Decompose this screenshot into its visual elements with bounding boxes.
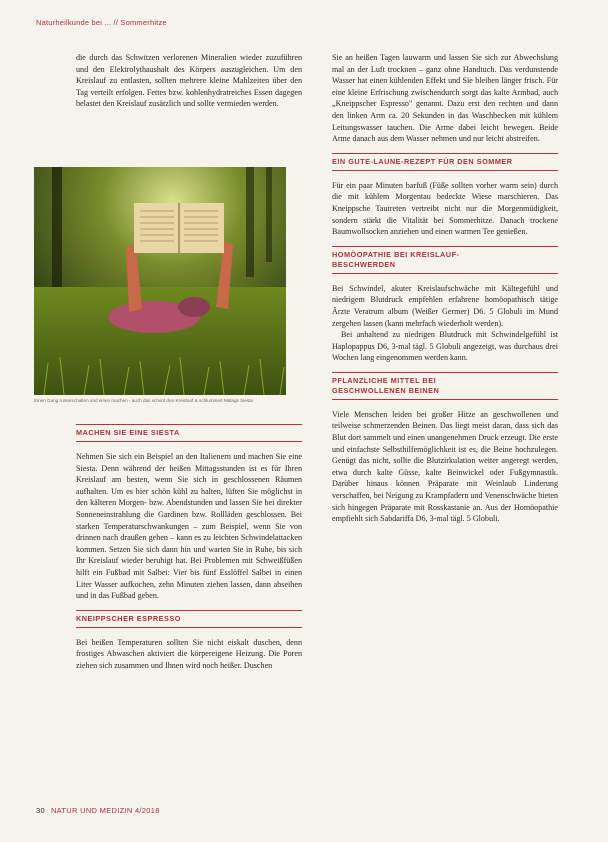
pflanzlich-heading-line1: PFLANZLICHE MITTEL BEI	[332, 375, 437, 385]
section-heading-pflanzlich	[332, 372, 558, 400]
page-number: 30	[36, 806, 45, 815]
right-column	[332, 52, 558, 525]
photo-woman-reading-in-grass	[34, 167, 286, 395]
kneipp-paragraph: Bei heißen Temperaturen sollten Sie nicht eiskalt duschen, denn frostiges Abwaschen aktiviert die körpereigene Heizung. Die Poren ziehen sich zusammen und Ihnen wird noch heißer. Duschen	[76, 637, 302, 670]
siesta-paragraph: Nehmen Sie sich ein Beispiel an den Italienern und machen Sie eine Siesta. Denn während der heißen Mittagsstunden ist es für Ihren Kreislauf am besten, wenn Sie sich in geschlossenen Räumen aufhalten. Um es hier schön kühl zu halten, lüften Sie möglichst in den kälteren Morgen- bzw. Abendstunden und lassen Sie bei direkter Sonneneinstrahlung die Gardinen bzw. Rollläden geschlossen. Bei starken Temperaturschwankungen – zum Beispiel, wenn Sie von drinnen nach draußen gehen – kann es zu leichten Schwindelattacken kommen. Setzen Sie sich dann hin und warten Sie in Ruhe, bis sich Ihr Kreislauf wieder beruhigt hat. Bei Problemen mit Schweißfüßen hilft ein Fußbad mit Salbei: Vier bis fünf Esslöffel Salbei in einen Liter Wasser aufkochen, zehn Minuten ziehen lassen, dann abseihen und in das Fußbad geben.	[76, 452, 302, 601]
photo-illustration	[34, 167, 286, 395]
left-column-top	[76, 52, 302, 110]
magazine-issue: NATUR UND MEDIZIN 4/2018	[50, 806, 160, 815]
pflanzlich-heading-line2: GESCHWOLLENEN BEINEN	[332, 385, 440, 395]
left-column-bottom	[76, 424, 302, 672]
section-heading-gute-laune: EIN GUTE-LAUNE-REZEPT FÜR DEN SOMMER	[332, 153, 558, 171]
homoeopathie-paragraph-1: Bei Schwindel, akuter Kreislaufschwäche mit Kältegefühl und niedrigem Blutdruck empfehlen erfahrene homöopathisch tätige Ärzte Veratrum album (Weißer Germer) D6. 5 Globuli im Mund zergehen lassen (kann mehrfach wiederholt werden).	[332, 283, 558, 328]
kneipp-continued-paragraph: Sie an heißen Tagen lauwarm und lassen Sie sich zur Abwechslung mal an der Luft trocknen – ganz ohne Handtuch. Das verdunstende Wasser hat einen kühlenden Effekt und Sie bleiben länger frisch. Für eine kleine Erfrischung zwischendurch sorgt das kalte Armbad, auch „Kneippscher Espresso" genannt. Dazu erst den rechten und dann den linken Arm ca. 20 Sekunden in das Waschbecken mit kühlem Leitungswasser tauchen. Die Arme dabei leicht bewegen. Beide Arme danach aus dem Wasser nehmen und nur leicht abstreifen.	[332, 53, 558, 144]
gute-laune-paragraph: Für ein paar Minuten barfuß (Füße sollten vorher warm sein) durch die mit kühlem Morgentau bedeckte Wiese marschieren. Das Kneippsche Tautreten vertreibt nicht nur die Morgenmüdigkeit, sondern stärkt die Vitalität bei Sommerhitze. Danach trockene Baumwollsocken anziehen und einen warmen Tee genießen.	[332, 180, 558, 237]
homoeopathie-heading-line2: BESCHWERDEN	[332, 259, 396, 269]
section-heading-siesta: MACHEN SIE EINE SIESTA	[76, 424, 302, 442]
running-head: Naturheilkunde bei ... // Sommerhitze	[36, 18, 167, 27]
section-heading-kneipp: KNEIPPSCHER ESPRESSO	[76, 610, 302, 628]
homoeopathie-paragraph-2: Bei anhaltend zu niedrigen Blutdruck mit Schwindelgefühl ist Haplopappus D6, 3-mal tägl. 5 Globuli angezeigt, was durchaus drei Wochen lang eingenommen werden kann.	[332, 330, 558, 363]
intro-paragraph: die durch das Schwitzen verlorenen Mineralien wieder zuzuführen und den Elektrolythaushalt des Körpers auszugleichen. Um den Kreislauf zu entlasten, sollten mehrere kleine Mahlzeiten über den Tag verteilt erfolgen. Fettes bzw. kohlenhydratreiches Essen dagegen belastet den Kreislauf zusätzlich und sollte vermieden werden.	[76, 53, 302, 109]
photo-caption: Einen Gang runterschalten und einen machen - auch das schont den Kreislauf & schlummert Mittags Siesta	[34, 398, 253, 403]
homoeopathie-heading-line1: HOMÖOPATHIE BEI KREISLAUF-	[332, 249, 460, 259]
pflanzlich-paragraph: Viele Menschen leiden bei großer Hitze an geschwollenen und teilweise schmerzenden Beinen. Das liegt meist daran, dass sich das Blut dort sammelt und einen unangenehmen Druck erzeugt. Die erste und einfachste Selbsthilfemöglichkeit ist es, die Beine hochzulegen. Genügt das nicht, sollte die Blutzirkulation weiter angeregt werden, etwa durch kalte Güsse, kalte Beinwickel oder Fußgymnastik. Darüber hinaus können Präparate mit Weinlaub Linderung verschaffen, bei Neigung zu Krampfadern und Venenschwäche bieten sich hingegen Präparate mit Rosskastanie an. Aus der Homöopathie empfiehlt sich Sabdariffa D6, 3-mal tägl. 5 Globuli.	[332, 409, 558, 524]
page-footer	[36, 806, 160, 815]
section-heading-homoeopathie	[332, 246, 558, 274]
